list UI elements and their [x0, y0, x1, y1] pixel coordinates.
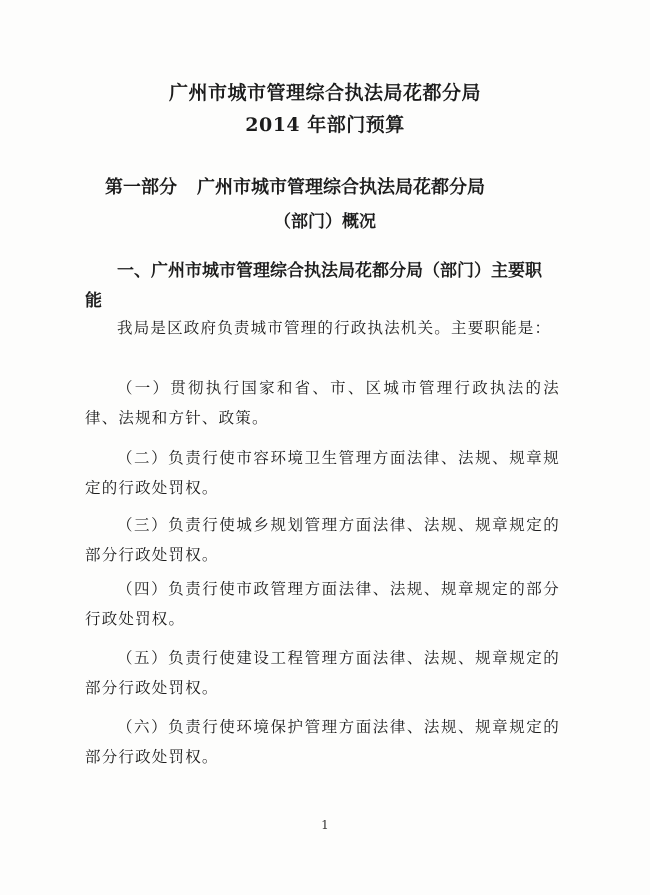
duty-paragraph: （一）贯彻执行国家和省、市、区城市管理行政执法的法律、法规和方针、政策。 — [85, 379, 560, 427]
duty-paragraph: （六）负责行使环境保护管理方面法律、法规、规章规定的部分行政处罚权。 — [85, 718, 560, 766]
document-title: 广州市城市管理综合执法局花都分局 — [168, 82, 481, 104]
intro-paragraph: 我局是区政府负责城市管理的行政执法机关。主要职能是： — [117, 319, 552, 337]
part-label: 第一部分 — [105, 177, 177, 198]
part-title: 广州市城市管理综合执法局花都分局 — [197, 177, 485, 198]
part-subtitle: （部门）概况 — [274, 212, 376, 232]
duty-paragraph: （三）负责行使城乡规划管理方面法律、法规、规章规定的部分行政处罚权。 — [85, 516, 560, 564]
duty-paragraph: （五）负责行使建设工程管理方面法律、法规、规章规定的部分行政处罚权。 — [85, 649, 560, 697]
duty-paragraph: （二）负责行使市容环境卫生管理方面法律、法规、规章规定的行政处罚权。 — [85, 449, 560, 497]
duty-paragraph: （四）负责行使市政管理方面法律、法规、规章规定的部分行政处罚权。 — [85, 580, 560, 628]
page-number: 1 — [321, 818, 329, 832]
document-subtitle: 2014 年部门预算 — [245, 114, 405, 136]
section-heading: 一、广州市城市管理综合执法局花都分局（部门）主要职能 — [85, 261, 542, 311]
part-heading — [105, 173, 485, 199]
